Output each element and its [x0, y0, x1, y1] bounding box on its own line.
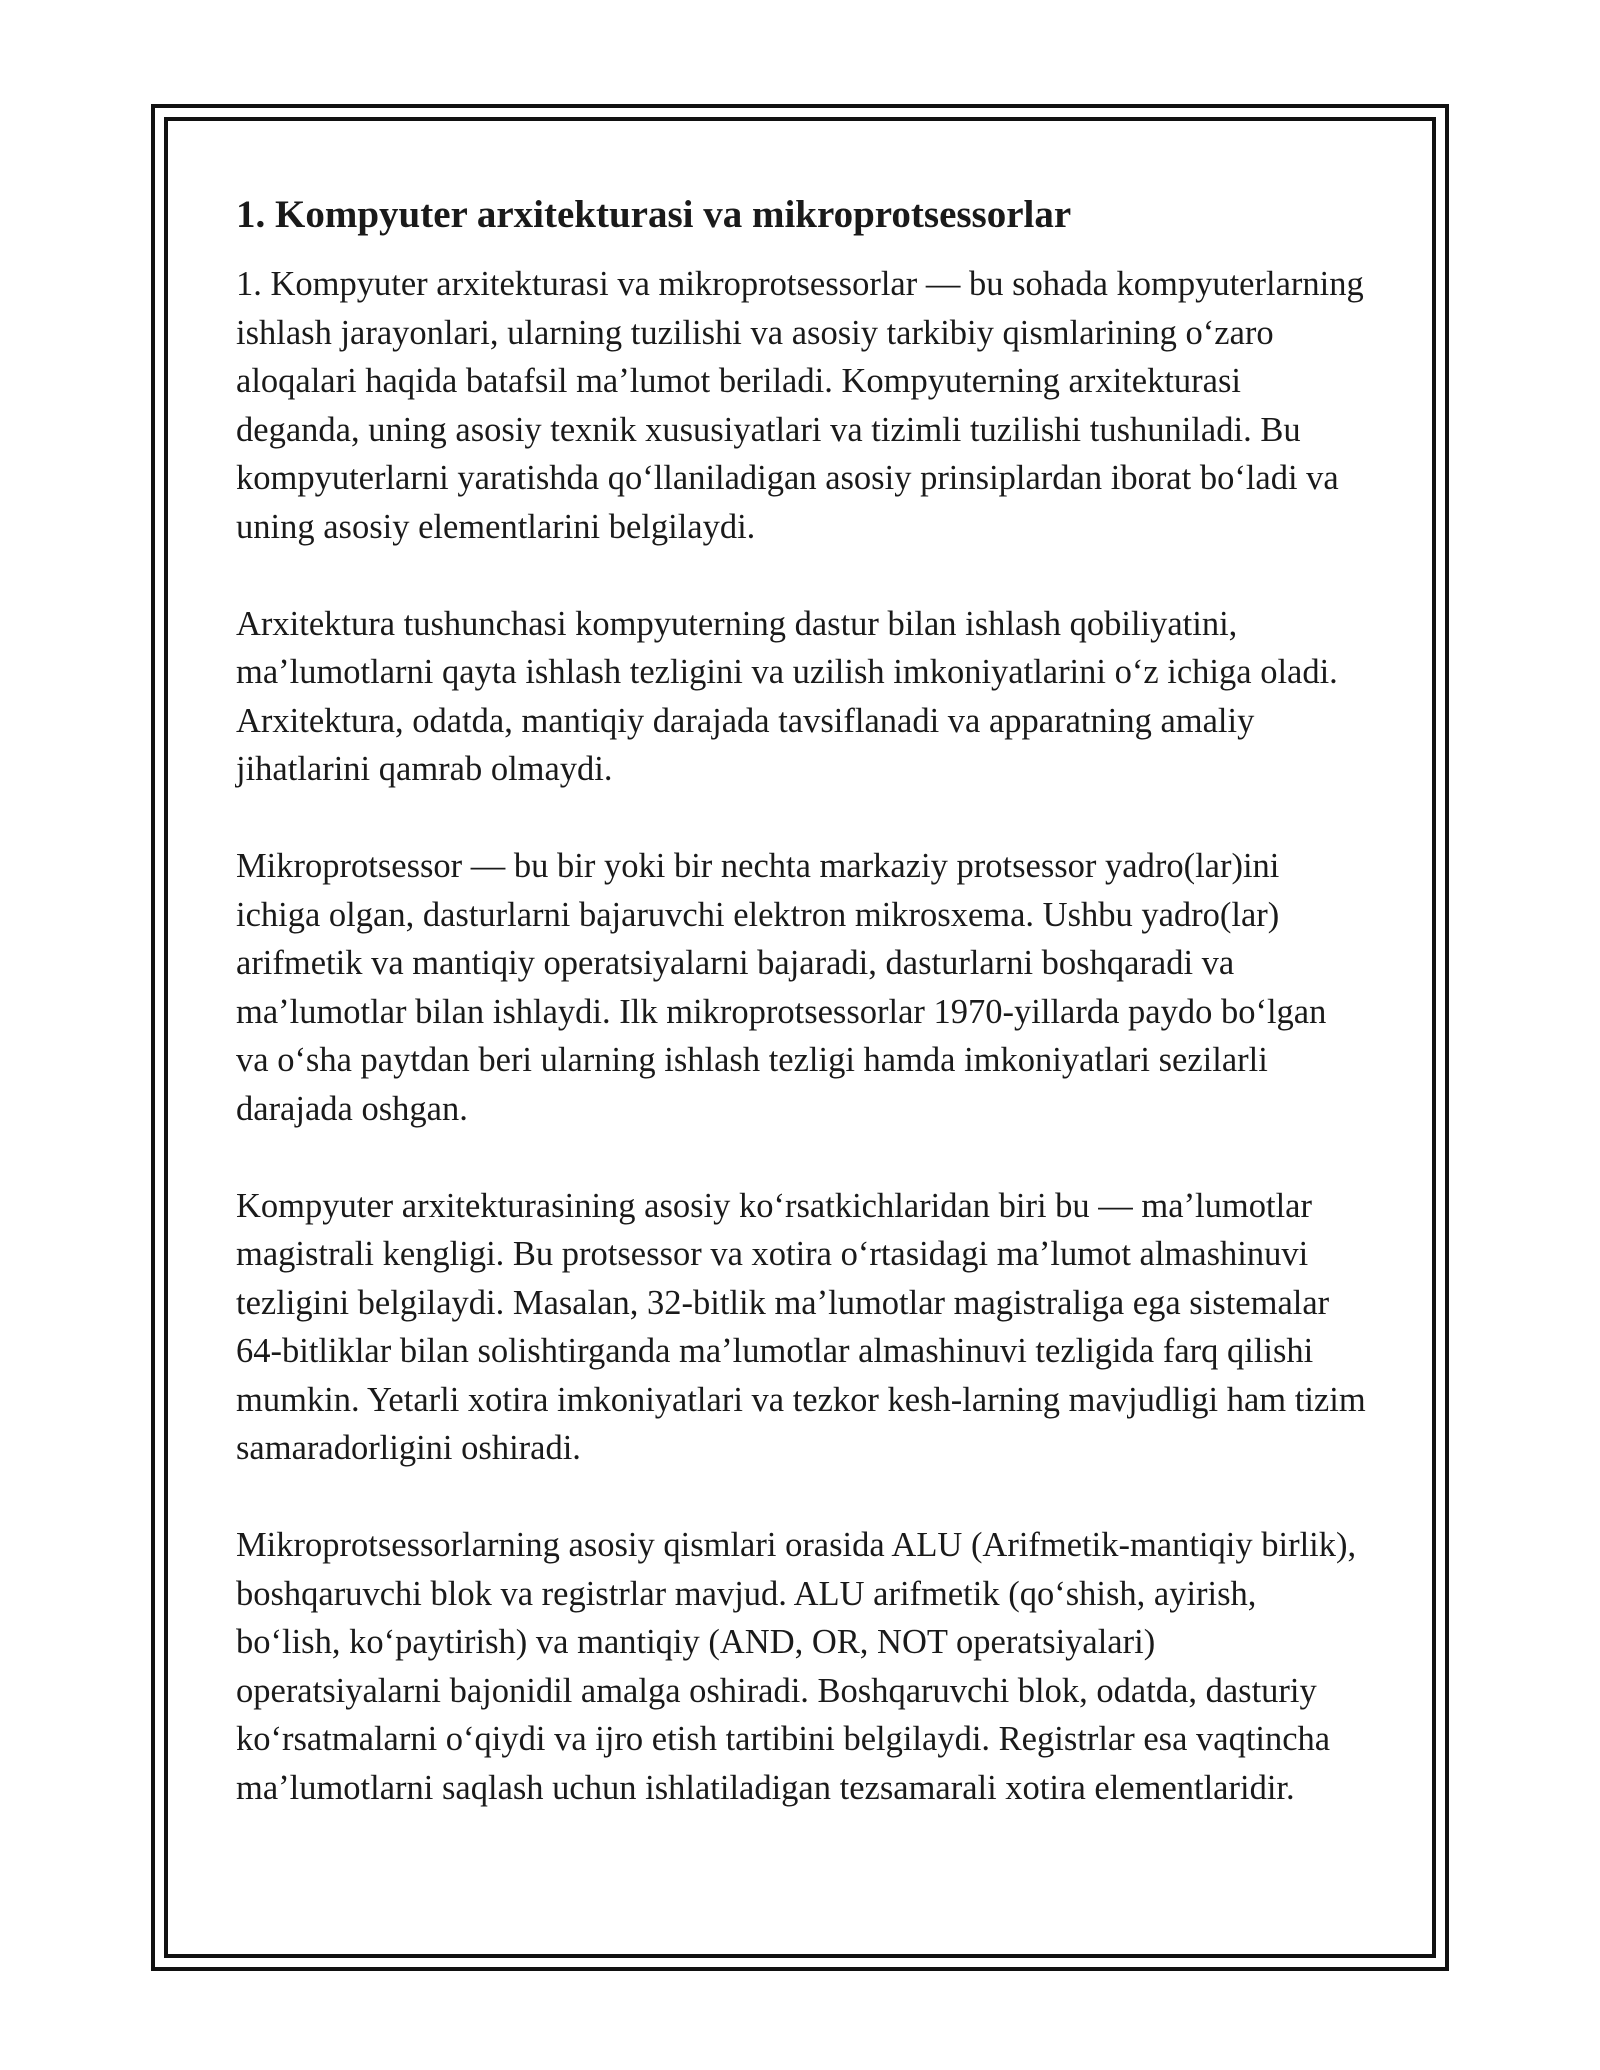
- paragraph-4: Kompyuter arxitekturasining asosiy koʻrsatkichlaridan biri bu — maʼlumotlar magistrali kengligi. Bu protsessor va xotira oʻrtasidagi maʼlumot almashinuvi tezligini belgilaydi. Masalan, 32-bitlik maʼlumotlar magistraliga ega sistemalar 64-bitliklar bilan solishtirganda maʼlumotlar almashinuvi tezligida farq qilishi mumkin. Yetarli xotira imkoniyatlari va tezkor kesh-larning mavjudligi ham tizim samaradorligini oshiradi.: [236, 1186, 1366, 1467]
- document-body: [236, 188, 1366, 1812]
- paragraph-3: Mikroprotsessor — bu bir yoki bir nechta markaziy protsessor yadro(lar)ini ichiga olgan, dasturlarni bajaruvchi elektron mikrosxema. Ushbu yadro(lar) arifmetik va mantiqiy operatsiyalarni bajaradi, dasturlarni boshqaradi va maʼlumotlar bilan ishlaydi. Ilk mikroprotsessorlar 1970-yillarda paydo boʻlgan va oʻsha paytdan beri ularning ishlash tezligi hamda imkoniyatlari sezilarli darajada oshgan.: [236, 847, 1327, 1128]
- paragraph-1: 1. Kompyuter arxitekturasi va mikroprotsessorlar — bu sohada kompyuterlarning ishlash jarayonlari, ularning tuzilishi va asosiy tarkibiy qismlarining oʻzaro aloqalari haqida batafsil maʼlumot beriladi. Kompyuterning arxitekturasi deganda, uning asosiy texnik xususiyatlari va tizimli tuzilishi tushuniladi. Bu kompyuterlarni yaratishda qoʻllaniladigan asosiy prinsiplardan iborat boʻladi va uning asosiy elementlarini belgilaydi.: [236, 265, 1364, 546]
- paragraph-5: Mikroprotsessorlarning asosiy qismlari orasida ALU (Arifmetik-mantiqiy birlik), boshqaruvchi blok va registrlar mavjud. ALU arifmetik (qoʻshish, ayirish, boʻlish, koʻpaytirish) va mantiqiy (AND, OR, NOT operatsiyalari) operatsiyalarni bajonidil amalga oshiradi. Boshqaruvchi blok, odatda, dasturiy koʻrsatmalarni oʻqiydi va ijro etish tartibini belgilaydi. Registrlar esa vaqtincha maʼlumotlarni saqlash uchun ishlatiladigan tezsamarali xotira elementlaridir.: [236, 1526, 1357, 1807]
- paragraph-2: Arxitektura tushunchasi kompyuterning dastur bilan ishlash qobiliyatini, maʼlumotlarni qayta ishlash tezligini va uzilish imkoniyatlarini oʻz ichiga oladi. Arxitektura, odatda, mantiqiy darajada tavsiflanadi va apparatning amaliy jihatlarini qamrab olmaydi.: [236, 604, 1338, 788]
- document-title: 1. Kompyuter arxitekturasi va mikroprotsessorlar: [236, 193, 1072, 236]
